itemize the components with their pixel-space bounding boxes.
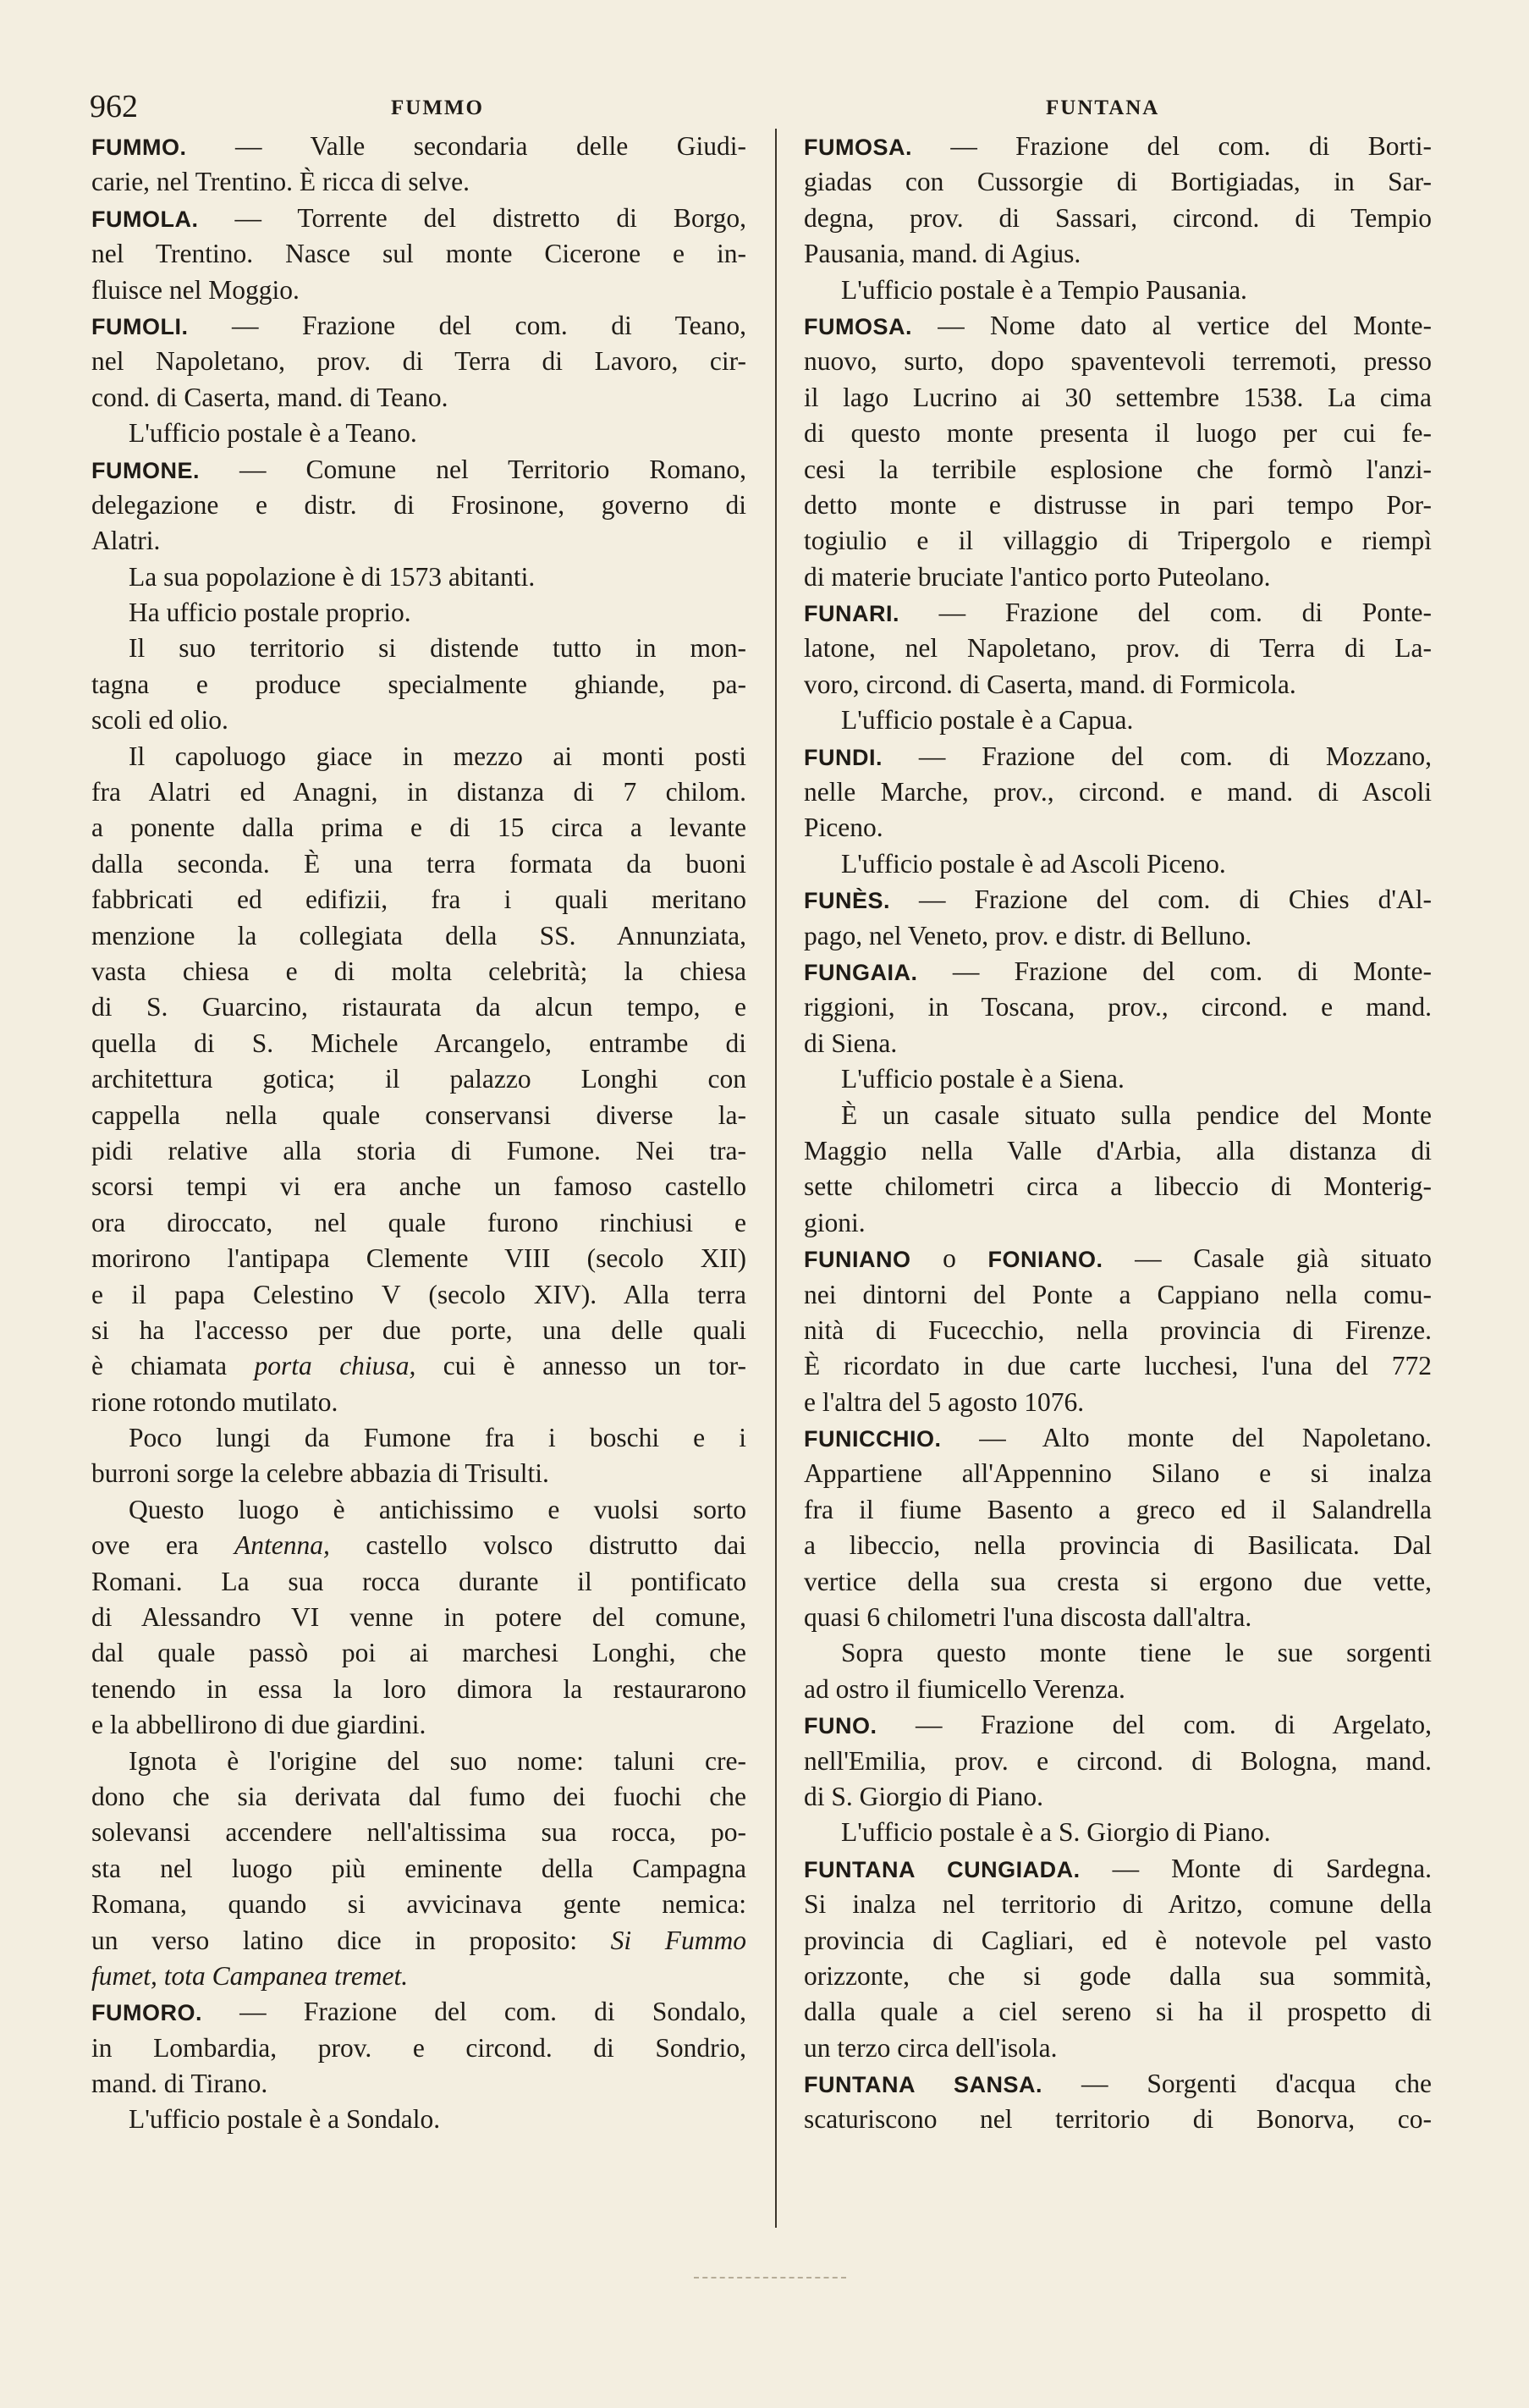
line-text: — Nome dato al vertice del Monte- [912, 310, 1432, 340]
line-text: Si inalza nel territorio di Aritzo, comune della [804, 1889, 1432, 1920]
text-line [804, 273, 1432, 308]
text-line [91, 1385, 746, 1420]
entry-headword: FUMOSA. [804, 135, 912, 160]
text-line [804, 1994, 1432, 2030]
text-line [804, 1098, 1432, 1133]
line-text: un verso latino dice in proposito: [91, 1925, 611, 1955]
text-line [91, 1779, 746, 1815]
entry-headword: FUMORO. [91, 2000, 202, 2026]
line-text: detto monte e distrusse in pari tempo Por- [804, 489, 1432, 520]
line-text: si ha l'accesso per due porte, una delle quali [91, 1314, 746, 1345]
text-line [91, 559, 746, 595]
line-text: Pausania, mand. di Agius. [804, 239, 1081, 269]
line-text: È ricordato in due carte lucchesi, l'una del 772 [804, 1351, 1432, 1381]
text-line [804, 308, 1432, 344]
line-text: ad ostro il fiumicello Verenza. [804, 1673, 1125, 1704]
right-column [804, 129, 1432, 2138]
text-line [91, 989, 746, 1025]
line-text: cappella nella quale conservansi diverse la- [91, 1099, 746, 1130]
text-line [804, 1169, 1432, 1204]
line-text: e il papa Celestino V (secolo XIV). Alla terra [91, 1279, 746, 1309]
text-line [804, 1887, 1432, 1922]
text-line [804, 1528, 1432, 1563]
line-text: provincia di Cagliari, ed è notevole pel vasto [804, 1925, 1432, 1955]
line-text: scaturiscono nel territorio di Bonorva, co- [804, 2104, 1432, 2135]
line-text: giadas con Cussorgie di Bortigiadas, in Sar- [804, 167, 1432, 197]
italic-text: Antenna, [234, 1530, 330, 1561]
text-line [804, 918, 1432, 954]
text-line [91, 452, 746, 488]
text-line [91, 1420, 746, 1456]
line-text: ora diroccato, nel quale furono rinchiusi e [91, 1207, 746, 1237]
line-text: in Lombardia, prov. e circond. di Sondrio, [91, 2032, 746, 2063]
text-line [91, 1026, 746, 1061]
line-text: castello volsco distrutto dai [329, 1530, 747, 1561]
line-text: nei dintorni del Ponte a Cappiano nella comu- [804, 1279, 1432, 1309]
entry-headword: FUMOSA. [804, 313, 912, 339]
line-text: di S. Giorgio di Piano. [804, 1781, 1043, 1811]
line-text: togiulio e il villaggio di Tripergolo e riempì [804, 526, 1432, 556]
line-text: — Comune nel Territorio Romano, [200, 454, 746, 484]
line-text: degna, prov. di Sassari, circond. di Tempio [804, 202, 1432, 233]
line-text: voro, circond. di Caserta, mand. di Formicola. [804, 669, 1296, 699]
entry-headword: FUMOLI. [91, 313, 189, 339]
line-text: morirono l'antipapa Clemente VIII (secolo XII) [91, 1243, 746, 1274]
line-text: un terzo circa dell'isola. [804, 2032, 1058, 2063]
line-text: fabbricati ed edifizii, fra i quali meritano [91, 884, 746, 915]
text-line [804, 129, 1432, 164]
entry-headword: FUNGAIA. [804, 959, 918, 985]
line-text: riggioni, in Toscana, prov., circond. e mand. [804, 992, 1432, 1022]
running-head-left: FUMMO [391, 96, 484, 119]
line-text: cui è annesso un tor- [415, 1351, 746, 1381]
text-line [91, 1492, 746, 1528]
line-text: nel Napoletano, prov. di Terra di Lavoro, cir- [91, 346, 746, 377]
line-text: fra il fiume Basento a greco ed il Salandrella [804, 1494, 1432, 1524]
text-line [91, 1672, 746, 1707]
text-line [91, 810, 746, 846]
running-head-right: FUNTANA [1046, 96, 1160, 119]
text-line [91, 595, 746, 631]
text-line [91, 631, 746, 666]
line-text: di Alessandro VI venne in potere del comune, [91, 1602, 746, 1633]
line-text: L'ufficio postale è a Capua. [841, 705, 1134, 736]
text-line [91, 1815, 746, 1850]
line-text: di S. Guarcino, ristaurata da alcun tempo, e [91, 992, 746, 1022]
text-line [804, 1672, 1432, 1707]
line-text: solevansi accendere nell'altissima sua rocca, po- [91, 1817, 746, 1848]
line-text: fluisce nel Moggio. [91, 274, 300, 305]
line-text: e l'altra del 5 agosto 1076. [804, 1386, 1085, 1417]
line-text: Romana, quando si avvicinava gente nemica: [91, 1889, 746, 1920]
text-line [804, 1420, 1432, 1456]
line-text: È un casale situato sulla pendice del Monte [841, 1099, 1432, 1130]
italic-text: porta chiusa, [254, 1351, 416, 1381]
line-text: Ignota è l'origine del suo nome: taluni cre- [129, 1745, 746, 1776]
text-line [91, 1205, 746, 1241]
text-line [804, 1564, 1432, 1600]
text-line [804, 452, 1432, 488]
text-line [804, 810, 1432, 846]
line-text: nità di Fucecchio, nella provincia di Firenze. [804, 1314, 1432, 1345]
text-line [804, 1744, 1432, 1779]
text-line [804, 882, 1432, 917]
text-line [804, 1277, 1432, 1313]
line-text: Sopra questo monte tiene le sue sorgenti [841, 1638, 1432, 1668]
line-text: — Frazione del com. di Chies d'Al- [890, 884, 1432, 915]
text-line [804, 201, 1432, 236]
line-text: dono che sia derivata dal fumo dei fuochi che [91, 1781, 746, 1811]
text-line [91, 1600, 746, 1635]
text-line [804, 703, 1432, 738]
line-text: Ha ufficio postale proprio. [129, 598, 411, 628]
line-text: nel Trentino. Nasce sul monte Cicerone e in- [91, 239, 746, 269]
text-line [91, 1851, 746, 1887]
text-line [91, 954, 746, 989]
text-line [91, 1098, 746, 1133]
entry-headword: FUNÈS. [804, 888, 891, 914]
line-text: fra Alatri ed Anagni, in distanza di 7 chilom. [91, 777, 746, 807]
text-line [91, 1061, 746, 1097]
line-text: il lago Lucrino ai 30 settembre 1538. La cima [804, 382, 1432, 412]
text-line [804, 595, 1432, 631]
line-text: L'ufficio postale è ad Ascoli Piceno. [841, 848, 1226, 879]
line-text: pidi relative alla storia di Fumone. Nei tra- [91, 1135, 746, 1165]
text-line [804, 380, 1432, 416]
text-line [91, 2031, 746, 2066]
line-text: e la abbellirono di due giardini. [91, 1710, 426, 1740]
line-text: Poco lungi da Fumone fra i boschi e i [129, 1423, 746, 1453]
line-text: L'ufficio postale è a Tempio Pausania. [841, 274, 1247, 305]
line-text: — Alto monte del Napoletano. [941, 1423, 1432, 1453]
line-text: — Frazione del com. di Argelato, [877, 1710, 1432, 1740]
line-text: gioni. [804, 1207, 866, 1237]
text-line [91, 2066, 746, 2102]
line-text: carie, nel Trentino. È ricca di selve. [91, 167, 470, 197]
line-text: quella di S. Michele Arcangelo, entrambe di [91, 1028, 746, 1058]
text-line [804, 954, 1432, 989]
text-line [91, 882, 746, 917]
line-text: quasi 6 chilometri l'una discosta dall'altra. [804, 1602, 1252, 1633]
text-line [804, 1600, 1432, 1635]
line-text: — Frazione del com. di Ponte- [899, 598, 1432, 628]
text-line [804, 1133, 1432, 1169]
line-text: cond. di Caserta, mand. di Teano. [91, 382, 448, 412]
column-divider [775, 129, 777, 2228]
line-text: burroni sorge la celebre abbazia di Trisulti. [91, 1458, 549, 1489]
line-text: nell'Emilia, prov. e circond. di Bologna, mand. [804, 1745, 1432, 1776]
text-line [91, 236, 746, 272]
text-line [804, 1061, 1432, 1097]
line-text: — Valle secondaria delle Giudi- [186, 131, 746, 161]
line-text: a ponente dalla prima e di 15 circa a levante [91, 813, 746, 843]
italic-text: Si Fummo [610, 1925, 746, 1955]
text-line [804, 631, 1432, 666]
line-text: Romani. La sua rocca durante il pontificato [91, 1566, 746, 1596]
text-line [91, 523, 746, 559]
line-text: Il capoluogo giace in mezzo ai monti posti [129, 741, 746, 771]
text-line [804, 1815, 1432, 1850]
text-line [804, 1385, 1432, 1420]
text-line [91, 2102, 746, 2137]
text-line [91, 1277, 746, 1313]
text-line [91, 1348, 746, 1384]
text-line [804, 559, 1432, 595]
text-line [91, 1707, 746, 1743]
line-text: o [910, 1243, 988, 1274]
text-line [804, 1635, 1432, 1671]
line-text: cesi la terribile esplosione che formò l'anzi- [804, 454, 1432, 484]
line-text: L'ufficio postale è a S. Giorgio di Piano. [841, 1817, 1271, 1848]
line-text: — Frazione del com. di Mozzano, [883, 741, 1432, 771]
text-line [804, 1456, 1432, 1491]
line-text: — Frazione del com. di Borti- [912, 131, 1432, 161]
line-text: scorsi tempi vi era anche un famoso castello [91, 1171, 746, 1202]
text-line [804, 1959, 1432, 1994]
text-line [804, 1205, 1432, 1241]
text-line [804, 846, 1432, 882]
line-text: vasta chiesa e di molta celebrità; la chiesa [91, 956, 746, 986]
text-line [91, 1313, 746, 1348]
text-line [804, 523, 1432, 559]
line-text: dalla quale a ciel sereno si ha il prospetto di [804, 1997, 1432, 2027]
entry-headword: FUNARI. [804, 601, 899, 627]
text-line [804, 236, 1432, 272]
line-text: dalla seconda. È una terra formata da buoni [91, 848, 746, 879]
line-text: — Torrente del distretto di Borgo, [198, 202, 746, 233]
text-line [804, 1348, 1432, 1384]
line-text: Maggio nella Valle d'Arbia, alla distanza di [804, 1135, 1432, 1165]
text-line [91, 416, 746, 451]
text-line [91, 774, 746, 810]
line-text: vertice della sua cresta si ergono due vette, [804, 1566, 1432, 1596]
line-text: architettura gotica; il palazzo Longhi con [91, 1064, 746, 1094]
text-line [91, 344, 746, 379]
text-line [91, 1959, 746, 1994]
text-line [91, 380, 746, 416]
line-text: di materie bruciate l'antico porto Puteolano. [804, 561, 1271, 592]
text-line [804, 1026, 1432, 1061]
text-line [91, 1241, 746, 1276]
line-text: Alatri. [91, 526, 161, 556]
text-line [804, 2066, 1432, 2102]
line-text: a libeccio, nella provincia di Basilicata. Dal [804, 1530, 1432, 1561]
text-line [804, 1313, 1432, 1348]
text-line [91, 1887, 746, 1922]
text-line [91, 1528, 746, 1563]
entry-headword: FUNTANA SANSA. [804, 2072, 1043, 2098]
entry-headword: FUNIANO [804, 1247, 911, 1273]
line-text: — Casale già situato [1103, 1243, 1432, 1274]
text-line [91, 1169, 746, 1204]
line-text: nelle Marche, prov., circond. e mand. di Ascoli [804, 777, 1432, 807]
line-text: La sua popolazione è di 1573 abitanti. [129, 561, 536, 592]
entry-headword: FUNTANA CUNGIADA. [804, 1856, 1081, 1882]
entry-headword: FONIANO. [987, 1247, 1103, 1273]
line-text: scoli ed olio. [91, 705, 228, 736]
entry-headword: FUNDI. [804, 744, 883, 770]
line-text: nuovo, surto, dopo spaventevoli terremoti, presso [804, 346, 1432, 377]
line-text: è chiamata [91, 1351, 255, 1381]
text-line [804, 1851, 1432, 1887]
text-line [91, 1744, 746, 1779]
entry-headword: FUNO. [804, 1713, 877, 1739]
entry-headword: FUNICCHIO. [804, 1426, 942, 1452]
text-line [804, 1241, 1432, 1276]
text-line [804, 344, 1432, 379]
text-line [91, 1923, 746, 1959]
page-number: 962 [90, 89, 138, 124]
text-line [804, 2102, 1432, 2137]
line-text: pago, nel Veneto, prov. e distr. di Belluno. [804, 920, 1252, 951]
text-line [91, 488, 746, 523]
line-text: orizzonte, che si gode dalla sua sommità, [804, 1960, 1432, 1991]
line-text: — Frazione del com. di Monte- [917, 956, 1432, 986]
text-line [804, 2031, 1432, 2066]
line-text: Appartiene all'Appennino Silano e si inalza [804, 1458, 1432, 1489]
line-text: — Frazione del com. di Teano, [188, 310, 746, 340]
text-line [91, 1564, 746, 1600]
text-line [804, 164, 1432, 200]
line-text: tenendo in essa la loro dimora la restaurarono [91, 1673, 746, 1704]
text-line [91, 1133, 746, 1169]
entry-headword: FUMOLA. [91, 206, 199, 232]
text-line [91, 164, 746, 200]
line-text: tagna e produce specialmente ghiande, pa- [91, 669, 746, 699]
line-text: — Sorgenti d'acqua che [1042, 2069, 1432, 2099]
text-line [804, 1779, 1432, 1815]
line-text: — Monte di Sardegna. [1080, 1853, 1432, 1883]
text-line [91, 273, 746, 308]
entry-headword: FUMMO. [91, 135, 187, 160]
line-text: mand. di Tirano. [91, 2069, 268, 2099]
line-text: delegazione e distr. di Frosinone, governo di [91, 489, 746, 520]
text-line [804, 416, 1432, 451]
text-line [804, 739, 1432, 774]
text-line [91, 201, 746, 236]
left-column [91, 129, 746, 2138]
text-line [804, 1707, 1432, 1743]
text-line [91, 1456, 746, 1491]
text-line [91, 667, 746, 703]
line-text: Questo luogo è antichissimo e vuolsi sorto [129, 1494, 746, 1524]
text-line [91, 129, 746, 164]
line-text: latone, nel Napoletano, prov. di Terra di La- [804, 633, 1432, 664]
line-text: L'ufficio postale è a Teano. [129, 418, 417, 449]
line-text: di questo monte presenta il luogo per cui fe- [804, 418, 1432, 449]
text-line [804, 667, 1432, 703]
italic-text: fumet, tota Campanea tremet. [91, 1960, 409, 1991]
text-line [804, 774, 1432, 810]
line-text: ove era [91, 1530, 235, 1561]
line-text: sette chilometri circa a libeccio di Monterig- [804, 1171, 1432, 1202]
line-text: Piceno. [804, 813, 883, 843]
text-line [804, 1492, 1432, 1528]
line-text: — Frazione del com. di Sondalo, [202, 1997, 746, 2027]
page-header [0, 88, 1529, 130]
text-line [91, 846, 746, 882]
footer-rule [694, 2277, 846, 2279]
line-text: L'ufficio postale è a Sondalo. [129, 2104, 441, 2135]
text-line [91, 703, 746, 738]
line-text: di Siena. [804, 1028, 898, 1058]
text-line [91, 1994, 746, 2030]
line-text: Il suo territorio si distende tutto in mon- [129, 633, 746, 664]
line-text: sta nel luogo più eminente della Campagna [91, 1853, 746, 1883]
line-text: rione rotondo mutilato. [91, 1386, 338, 1417]
text-line [91, 918, 746, 954]
text-line [91, 739, 746, 774]
line-text: menzione la collegiata della SS. Annunziata, [91, 920, 746, 951]
text-line [91, 308, 746, 344]
entry-headword: FUMONE. [91, 457, 200, 483]
text-line [804, 989, 1432, 1025]
line-text: dal quale passò poi ai marchesi Longhi, che [91, 1638, 746, 1668]
text-line [804, 1923, 1432, 1959]
text-line [91, 1635, 746, 1671]
line-text: L'ufficio postale è a Siena. [841, 1064, 1125, 1094]
text-line [804, 488, 1432, 523]
